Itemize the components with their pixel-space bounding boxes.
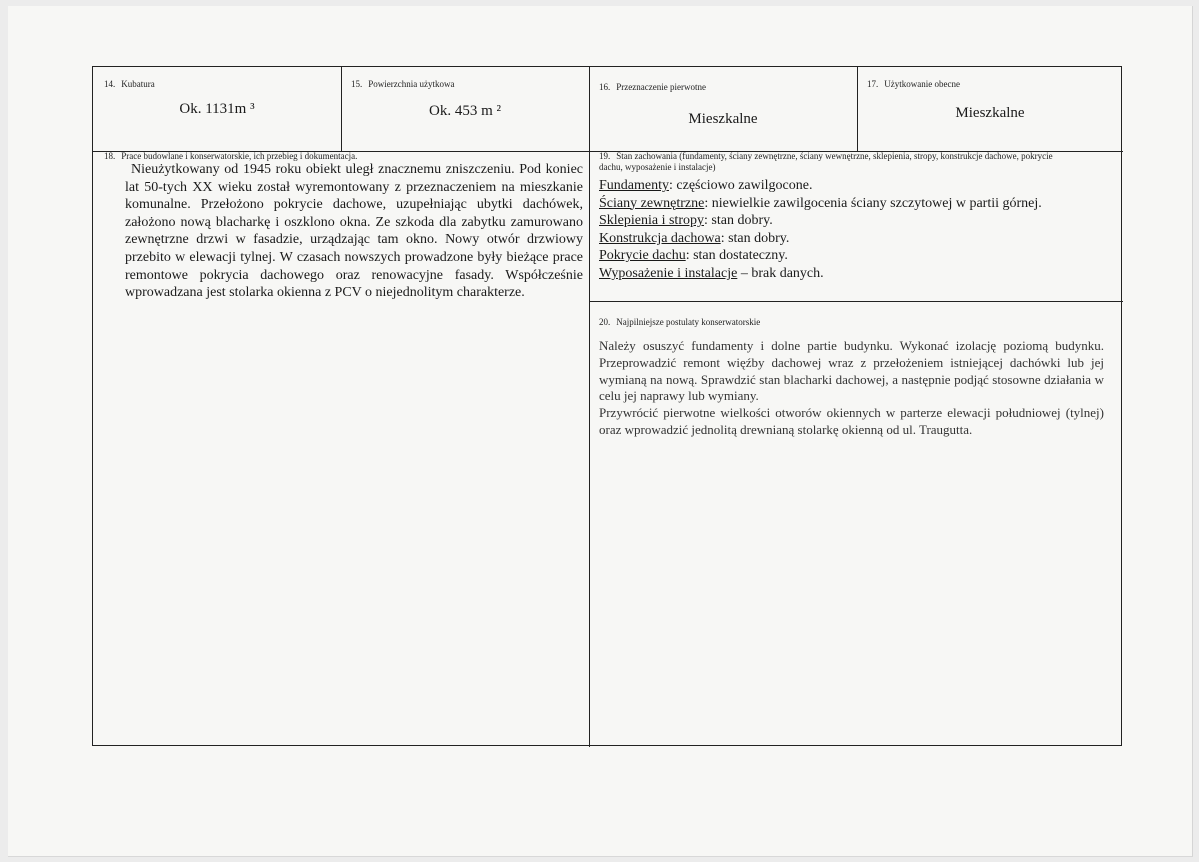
powierzchnia-cell <box>341 67 589 151</box>
stan-item-key: Konstrukcja dachowa <box>599 230 721 246</box>
przeznaczenie-value: Mieszkalne <box>688 111 758 127</box>
stan-item <box>599 247 1119 265</box>
przeznaczenie-label-text: Przeznaczenie pierwotne <box>616 82 706 92</box>
stan-item-key: Pokrycie dachu <box>599 248 686 264</box>
przeznaczenie-cell <box>589 67 857 151</box>
stan-item <box>599 230 1119 248</box>
stan-label <box>599 151 1069 173</box>
postulaty-paragraph-2: Przywrócić pierwotne wielkości otworów okiennych w parterze elewacji południowej (tylnej) oraz wprowadzić jednolitą drewnianą stolarkę okienną od ul. Traugutta. <box>599 405 1104 437</box>
prace-number: 18. <box>104 151 116 161</box>
postulaty-cell <box>589 301 1123 747</box>
postulaty-number: 20. <box>599 317 611 327</box>
stan-item-sep: : <box>669 178 673 193</box>
stan-item-text: niewielkie zawilgocenia ściany szczytowej w partii górnej. <box>708 195 1042 211</box>
stan-item-key: Ściany zewnętrzne <box>599 195 705 211</box>
stan-item-text: – brak danych. <box>737 265 824 281</box>
powierzchnia-label-text: Powierzchnia użytkowa <box>368 79 455 89</box>
powierzchnia-number: 15. <box>351 79 363 89</box>
uzytkowanie-label <box>867 79 960 90</box>
postulaty-paragraph-1: Należy osuszyć fundamenty i dolne partie budynku. Wykonać izolację poziomą budynku. Przeprowadzić remont więźby dachowej wraz z przełożeniem istniejącej dachówki lub jej wymianą na nową. Sprawdzić stan blacharki dachowej, a następnie podjąć stosowne działania w celu jej naprawy lub wymiany. <box>599 338 1104 404</box>
prace-label-text: Prace budowlane i konserwatorskie, ich przebieg i dokumentacja. <box>121 151 358 161</box>
kubatura-label <box>104 79 155 90</box>
stan-item-key: Sklepienia i stropy <box>599 213 704 229</box>
record-card-table <box>92 66 1122 746</box>
stan-item-text: stan dostateczny. <box>689 248 788 264</box>
prace-cell <box>93 151 589 747</box>
stan-item-key: Wyposażenie i instalacje <box>599 265 738 281</box>
kubatura-label-text: Kubatura <box>121 79 155 89</box>
kubatura-value: Ok. 1131m ³ <box>179 101 255 117</box>
stan-item <box>599 177 1119 195</box>
uzytkowanie-value: Mieszkalne <box>955 105 1025 121</box>
powierzchnia-label <box>351 79 454 90</box>
przeznaczenie-label <box>599 82 706 93</box>
postulaty-label-text: Najpilniejsze postulaty konserwatorskie <box>616 317 761 327</box>
stan-item <box>599 195 1119 213</box>
uzytkowanie-number: 17. <box>867 79 879 89</box>
stan-item-sep: : <box>704 213 708 229</box>
stan-number: 19. <box>599 151 611 161</box>
stan-item-sep: : <box>704 195 709 211</box>
kubatura-number: 14. <box>104 79 116 89</box>
stan-item-text: częściowo zawilgocone. <box>672 178 813 193</box>
document-sheet <box>8 6 1193 857</box>
powierzchnia-value: Ok. 453 m ² <box>429 103 501 119</box>
prace-text: Nieużytkowany od 1945 roku obiekt uległ znacznemu zniszczeniu. Pod koniec lat 50-tych XX wieku został wyremontowany z przeznaczeniem na mieszkanie komunalne. Przełożono pokrycie dachowe, uzupełniając ubytki dachówek, założono nową blacharkę i oszklono okna. Ze szkoda dla zabytku zamurowano zewnętrzne drzwi w fasadzie, urządzając tam okno. Nowy otwór drzwiowy przebito w elewacji tylnej. W czasach nowszych prowadzone były bieżące prace remontowe pokrycia dachowego oraz renowacyjne fasady. Współcześnie wprowadzana jest stolarka okienna z PCV o niejednolitym charakterze. <box>125 162 583 301</box>
stan-item <box>599 212 1119 230</box>
stan-item-text: stan dobry. <box>707 213 773 229</box>
przeznaczenie-number: 16. <box>599 82 611 92</box>
stan-item-key: Fundamenty <box>599 178 669 193</box>
stan-cell <box>589 151 1123 301</box>
stan-item-sep: : <box>685 248 690 264</box>
stan-item-text: stan dobry. <box>724 230 790 246</box>
uzytkowanie-cell <box>857 67 1123 151</box>
postulaty-label <box>599 317 760 328</box>
stan-label-text: Stan zachowania (fundamenty, ściany zewnętrzne, ściany wewnętrzne, sklepienia, stropy, konstrukcje dachowe, pokrycie dachu, wyposażenie i instalacje) <box>599 151 1053 172</box>
stan-item <box>599 265 1119 283</box>
uzytkowanie-label-text: Użytkowanie obecne <box>884 79 960 89</box>
kubatura-cell <box>93 67 341 151</box>
stan-list <box>599 177 1119 283</box>
stan-item-sep: : <box>720 230 725 246</box>
